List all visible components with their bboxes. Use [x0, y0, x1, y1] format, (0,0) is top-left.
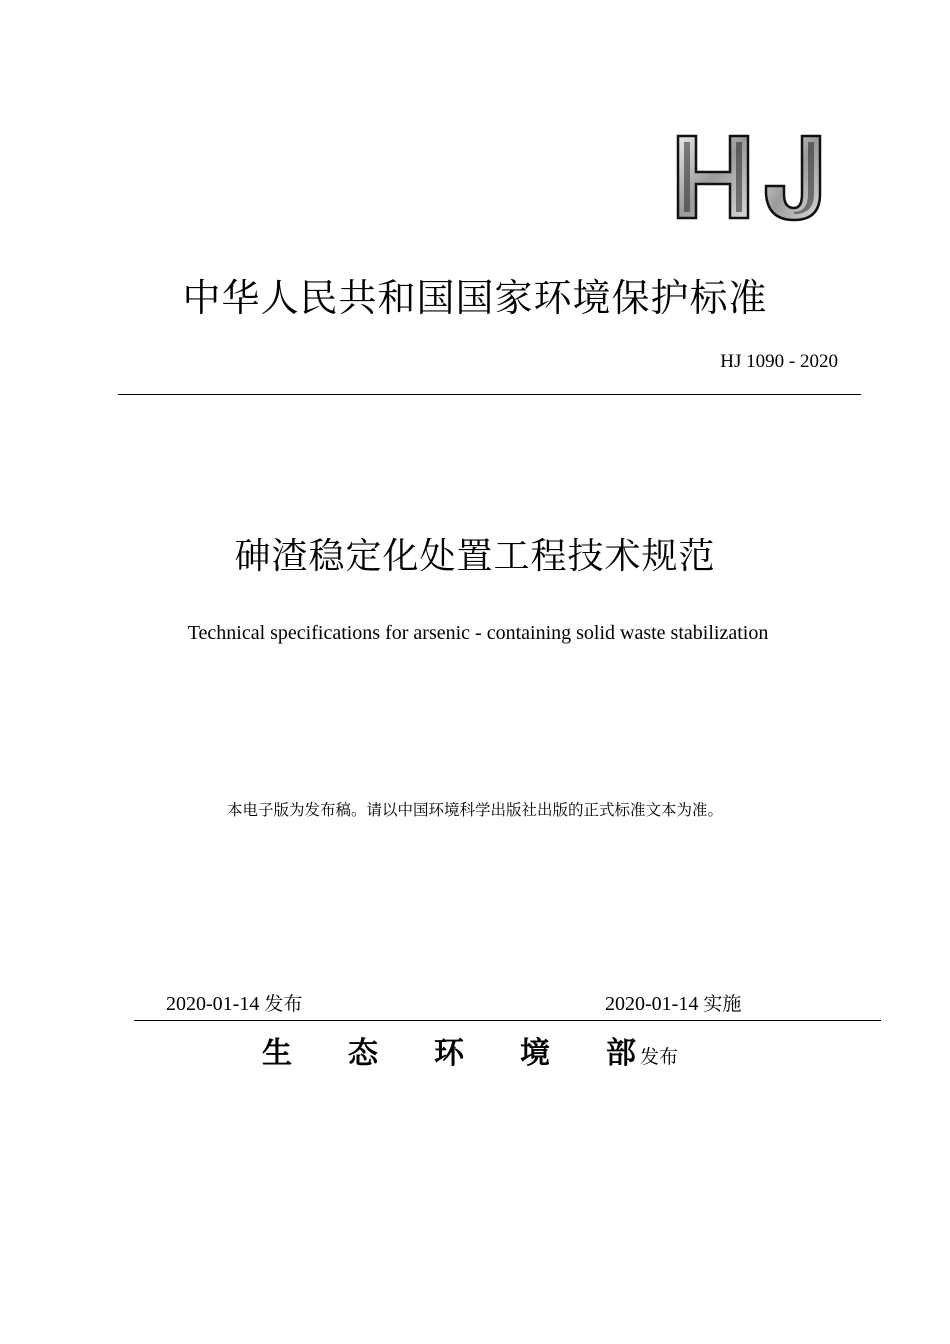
top-divider: [118, 394, 861, 395]
ministry-name-last: 部: [606, 1036, 636, 1071]
document-title-english: Technical specifications for arsenic - containing solid waste stabilization: [187, 622, 769, 644]
implement-date: [605, 990, 741, 1018]
ministry-name-main: 生态环境: [262, 1036, 606, 1071]
implement-date-label: 实施: [703, 993, 742, 1015]
agency-title: 中华人民共和国国家环境保护标准: [182, 276, 768, 320]
issue-date-label: 发布: [264, 993, 303, 1015]
ministry-issue-label: 发布: [640, 1046, 679, 1068]
issue-date: [166, 990, 302, 1018]
hj-logo-graphic: [668, 128, 833, 226]
bottom-divider: [134, 1020, 881, 1021]
issuing-ministry: [262, 1032, 678, 1080]
publication-notice: 本电子版为发布稿。请以中国环境科学出版社出版的正式标准文本为准。: [226, 801, 723, 819]
issue-date-value: 2020-01-14: [166, 993, 260, 1015]
standard-number: HJ 1090 - 2020: [720, 351, 838, 372]
hj-logo: [668, 128, 833, 226]
ministry-name: [262, 1036, 636, 1071]
document-title-chinese: 砷渣稳定化处置工程技术规范: [234, 536, 716, 577]
implement-date-value: 2020-01-14: [605, 993, 699, 1015]
